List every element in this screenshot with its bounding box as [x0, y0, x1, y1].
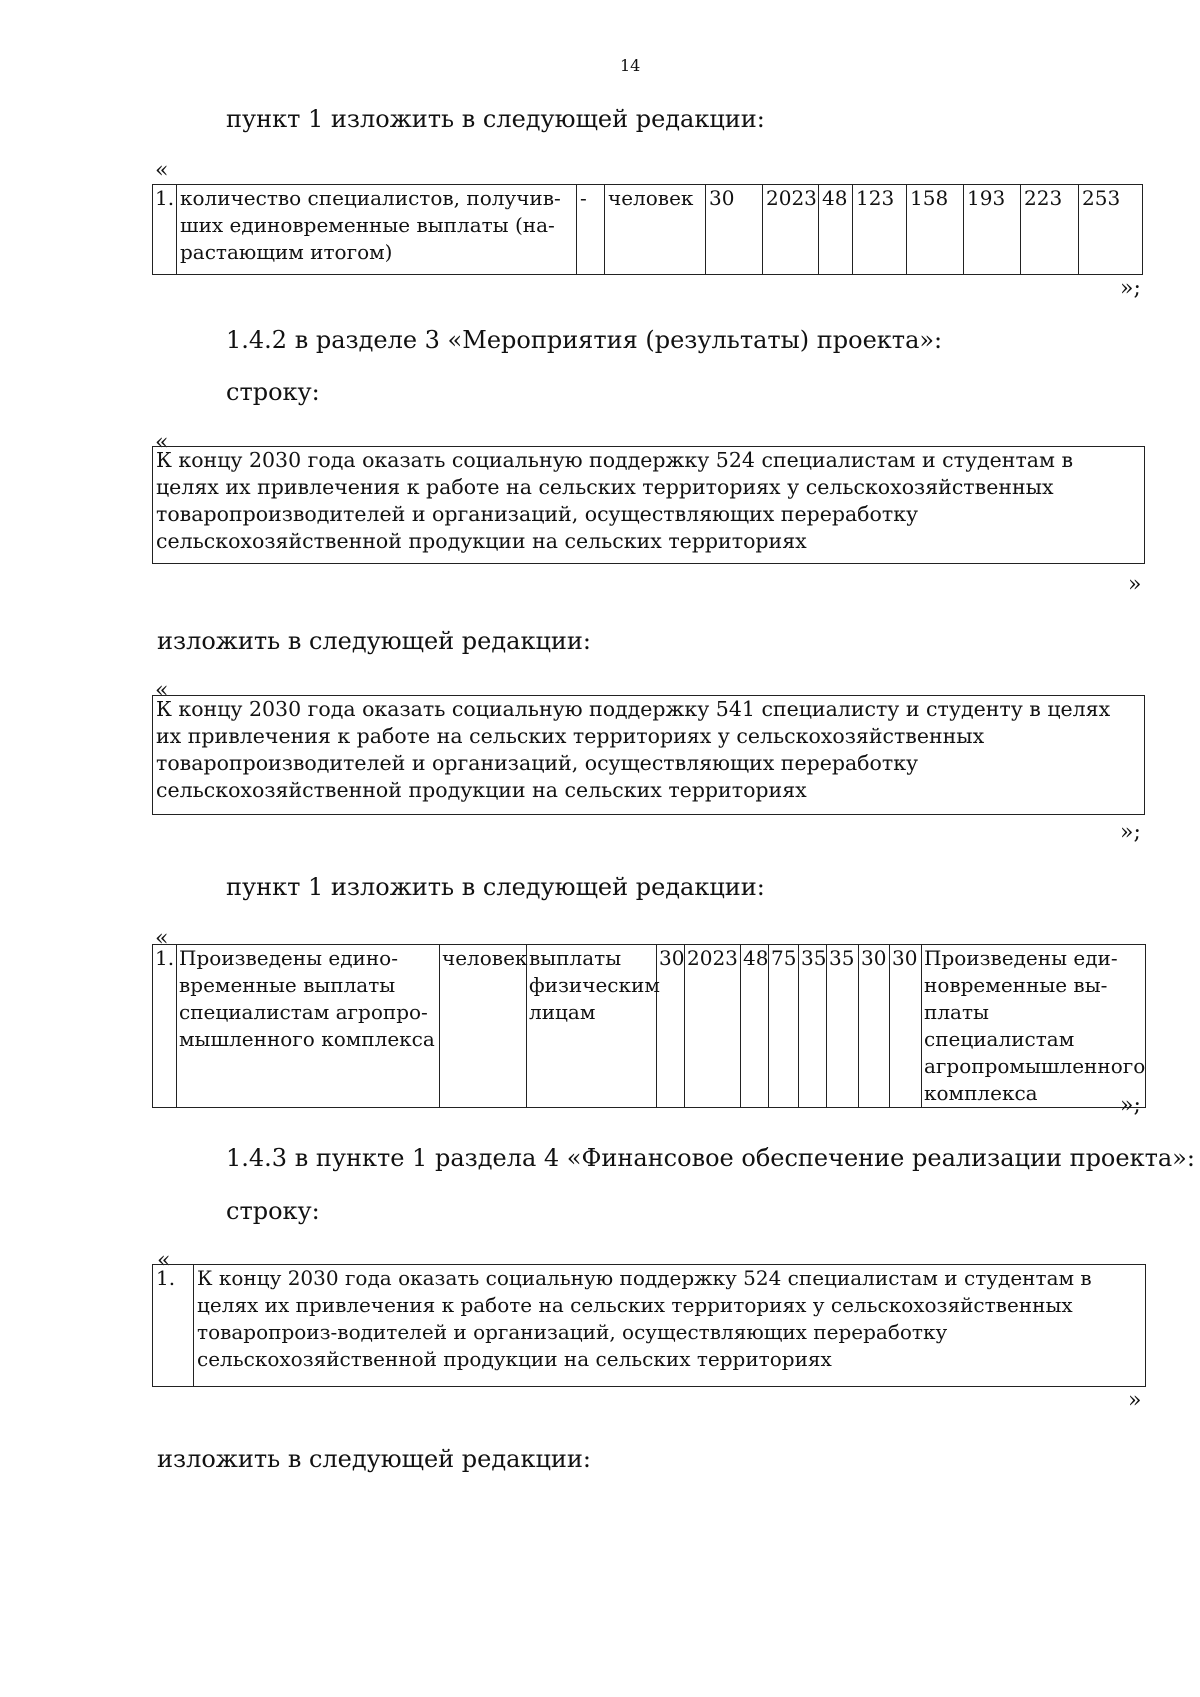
heading-section-1-4-2: 1.4.2 в разделе 3 «Мероприятия (результаты) проекта»: [226, 326, 943, 354]
heading-line: строку: [226, 378, 320, 406]
heading-line: строку: [226, 1197, 320, 1225]
table-cell: количество специалистов, получив-ших единовременные выплаты (на-растающим итогом) [177, 185, 577, 275]
table-cell: К концу 2030 года оказать социальную поддержку 524 специалистам и студентам в целях их привлечения к работе на сельских территориях у сельскохозяйственных товаропроиз-водителей и организаций, осуществляющих переработку сельскохозяйственной продукции на сельских территориях [194, 1265, 1146, 1387]
text-box-old: К концу 2030 года оказать социальную поддержку 524 специалистам и студентам в целях их привлечения к работе на сельских территориях у сельскохозяйственных товаропроизводителей и организаций, осуществляющих переработку сельскохозяйственной продукции на сельских территориях [152, 446, 1145, 564]
table-cell: 2023 [763, 185, 819, 275]
open-quote: « [157, 1248, 171, 1273]
close-quote: »; [1120, 276, 1141, 301]
text-box-new: К концу 2030 года оказать социальную поддержку 541 специалисту и студенту в целях их привлечения к работе на сельских территориях у сельскохозяйственных товаропроизводителей и организаций, осуществляющих переработку сельскохозяйственной продукции на сельских территориях [152, 695, 1145, 815]
open-quote: « [155, 678, 169, 703]
page-number: 14 [620, 56, 641, 75]
table-cell: Произведены едино-временные выплаты специалистам агропро-мышленного комплекса [177, 945, 440, 1108]
table-cell: 193 [964, 185, 1021, 275]
open-quote: « [155, 158, 169, 183]
table-cell: - [577, 185, 605, 275]
table-cell: 1. [153, 185, 177, 275]
table-cell: человек [605, 185, 706, 275]
close-quote: »; [1120, 1093, 1141, 1118]
heading-new-edition: изложить в следующей редакции: [157, 1445, 591, 1473]
heading-point-1: пункт 1 изложить в следующей редакции: [226, 105, 765, 133]
table-cell: человек [440, 945, 527, 1108]
table-cell: 2023 [685, 945, 741, 1108]
table-cell: выплаты физическим лицам [527, 945, 657, 1108]
close-quote: » [1128, 572, 1142, 597]
table-cell: 48 [819, 185, 853, 275]
close-quote: » [1128, 1388, 1142, 1413]
table-cell: 30 [890, 945, 922, 1108]
table-cell: Произведены еди-новременные вы-платы специалистам агропромышленного комплекса [922, 945, 1146, 1108]
heading-point-1: пункт 1 изложить в следующей редакции: [226, 873, 765, 901]
indicator-table [152, 184, 1143, 275]
table-cell: 35 [799, 945, 827, 1108]
table-cell: 30 [657, 945, 685, 1108]
table-cell: 1. [153, 945, 177, 1108]
events-table [152, 944, 1146, 1108]
open-quote: « [155, 926, 169, 951]
table-cell: 123 [853, 185, 907, 275]
heading-section-1-4-3: 1.4.3 в пункте 1 раздела 4 «Финансовое обеспечение реализации проекта»: [226, 1144, 1195, 1172]
table-cell: 1. [153, 1265, 194, 1387]
table-cell: 30 [859, 945, 890, 1108]
table-cell: 30 [706, 185, 763, 275]
table-cell: 253 [1079, 185, 1143, 275]
table-cell: 48 [741, 945, 769, 1108]
table-cell: 75 [769, 945, 799, 1108]
table-cell: 35 [827, 945, 859, 1108]
open-quote: « [155, 430, 169, 455]
table-cell: 158 [907, 185, 964, 275]
finance-table [152, 1264, 1146, 1387]
heading-new-edition: изложить в следующей редакции: [157, 627, 591, 655]
close-quote: »; [1120, 820, 1141, 845]
table-cell: 223 [1021, 185, 1079, 275]
